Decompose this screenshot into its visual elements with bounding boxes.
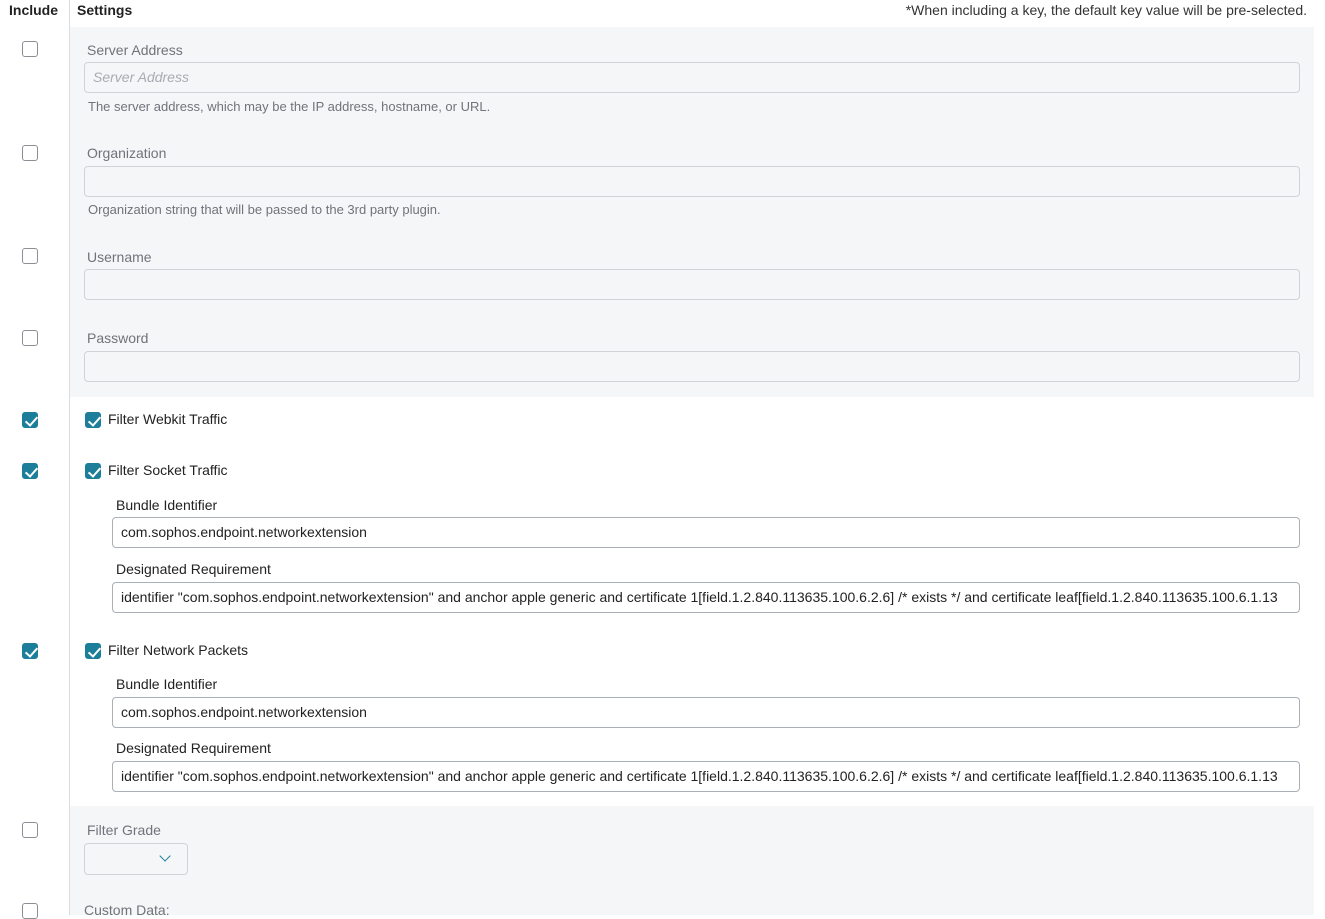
include-username-checkbox[interactable] (22, 248, 38, 264)
include-column-header: Include (9, 2, 59, 18)
include-password-checkbox[interactable] (22, 330, 38, 346)
packets-designated-requirement-label: Designated Requirement (116, 740, 271, 756)
socket-bundle-identifier-input[interactable]: com.sophos.endpoint.networkextension (112, 517, 1300, 548)
packets-bundle-identifier-input[interactable]: com.sophos.endpoint.networkextension (112, 697, 1300, 728)
include-filter-socket-checkbox[interactable] (22, 463, 38, 479)
packets-bundle-identifier-label: Bundle Identifier (116, 676, 218, 692)
excluded-settings-panel-bottom (70, 806, 1314, 915)
username-input[interactable] (84, 269, 1300, 300)
server-address-placeholder: Server Address (93, 69, 189, 85)
custom-data-label: Custom Data: (84, 902, 170, 918)
include-server-address-checkbox[interactable] (22, 41, 38, 57)
server-address-help: The server address, which may be the IP address, hostname, or URL. (88, 99, 491, 114)
filter-grade-select[interactable] (84, 843, 188, 875)
filter-packets-label: Filter Network Packets (108, 642, 249, 658)
socket-bundle-identifier-label: Bundle Identifier (116, 497, 218, 513)
packets-designated-requirement-input[interactable]: identifier "com.sophos.endpoint.networkextension" and anchor apple generic and certificate 1[field.1.2.840.113635.100.6.2.6] /* exists */ and certificate leaf[field.1.2.840.113635.100.6.1.13 (112, 761, 1300, 792)
filter-socket-checkbox[interactable] (85, 463, 101, 479)
username-label: Username (87, 249, 152, 265)
filter-grade-label: Filter Grade (87, 822, 161, 838)
socket-designated-requirement-input[interactable]: identifier "com.sophos.endpoint.networkextension" and anchor apple generic and certificate 1[field.1.2.840.113635.100.6.2.6] /* exists */ and certificate leaf[field.1.2.840.113635.100.6.1.13 (112, 582, 1300, 613)
filter-socket-label: Filter Socket Traffic (108, 462, 228, 478)
include-custom-data-checkbox[interactable] (22, 903, 38, 919)
chevron-down-icon (159, 850, 170, 861)
include-filter-packets-checkbox[interactable] (22, 643, 38, 659)
preselect-note: *When including a key, the default key value will be pre-selected. (905, 2, 1307, 18)
password-label: Password (87, 330, 149, 346)
password-input[interactable] (84, 351, 1300, 382)
organization-label: Organization (87, 145, 167, 161)
filter-webkit-checkbox[interactable] (85, 412, 101, 428)
organization-input[interactable] (84, 166, 1300, 197)
include-filter-webkit-checkbox[interactable] (22, 412, 38, 428)
filter-webkit-label: Filter Webkit Traffic (108, 411, 228, 427)
settings-column-header: Settings (77, 2, 133, 18)
server-address-label: Server Address (87, 42, 183, 58)
table-header (0, 0, 1325, 24)
include-filter-grade-checkbox[interactable] (22, 822, 38, 838)
filter-packets-checkbox[interactable] (85, 643, 101, 659)
socket-designated-requirement-label: Designated Requirement (116, 561, 271, 577)
organization-help: Organization string that will be passed to the 3rd party plugin. (88, 202, 441, 217)
server-address-input[interactable] (84, 62, 1300, 93)
include-organization-checkbox[interactable] (22, 145, 38, 161)
